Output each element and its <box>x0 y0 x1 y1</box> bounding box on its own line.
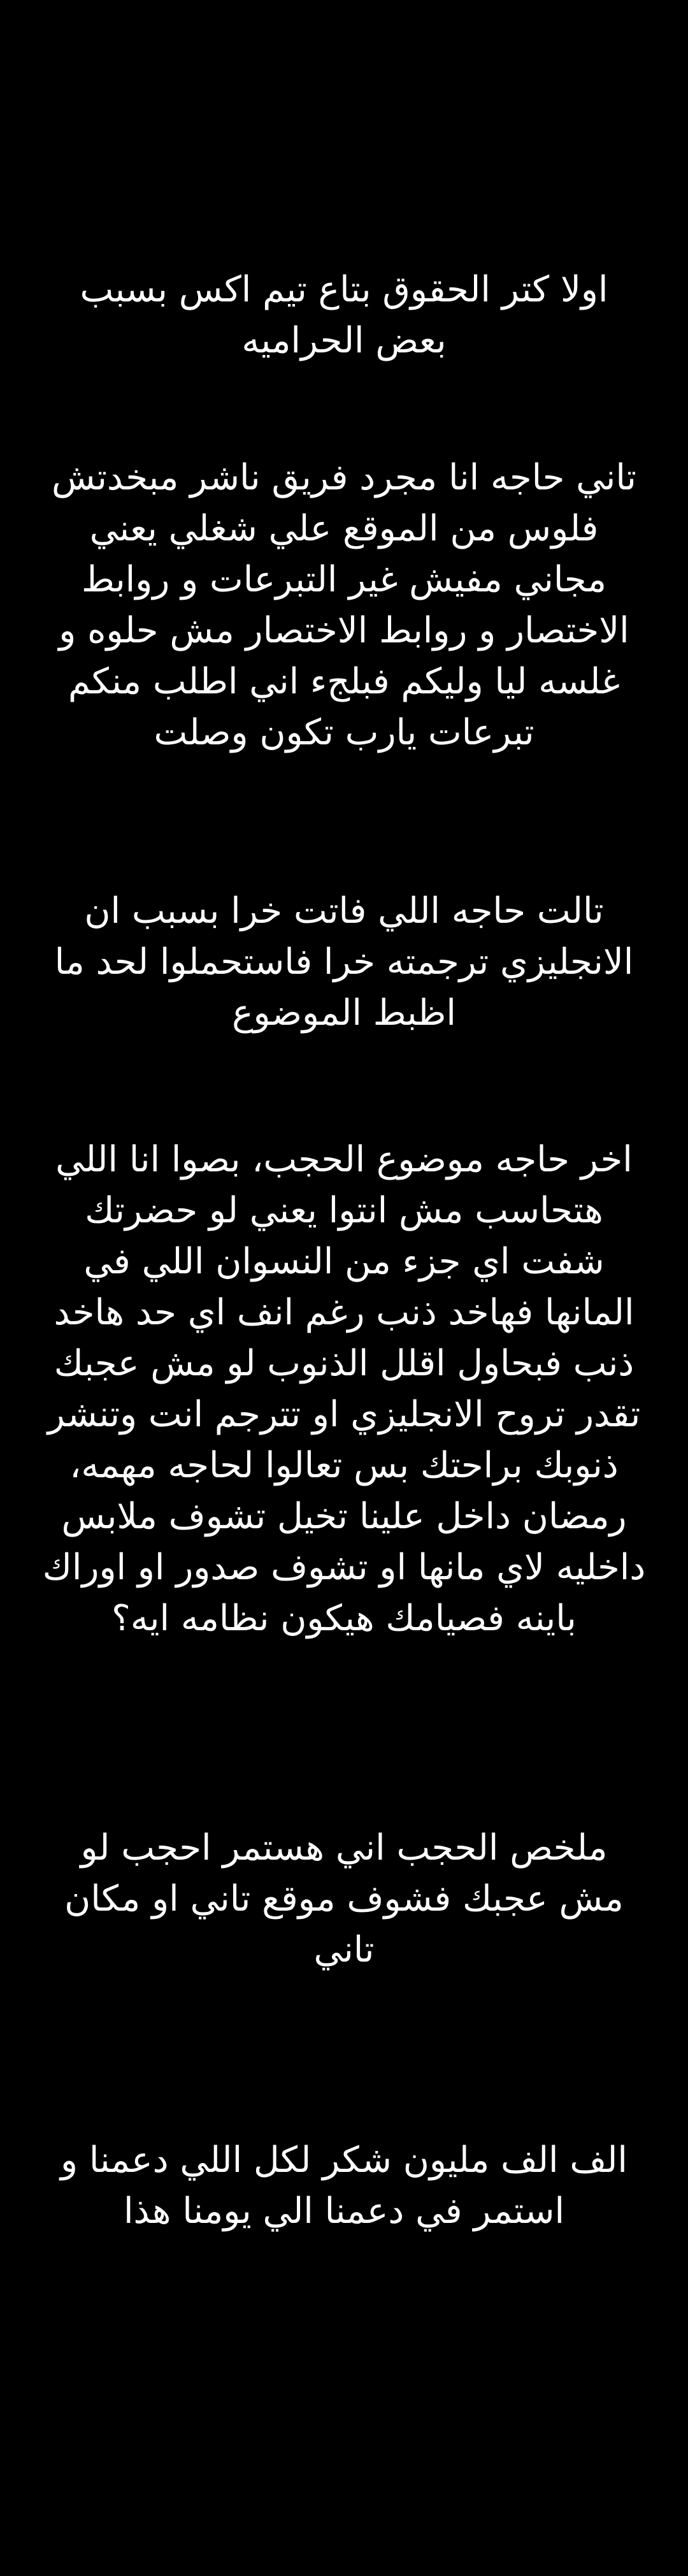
paragraph-thanks <box>25 2135 663 2237</box>
text-line: غلسه ليا وليكم فبلجء اني اطلب منكم <box>68 661 620 702</box>
text-line: الف الف مليون شكر لكل اللي دعمنا و <box>61 2139 627 2181</box>
text-line: مش عجبك فشوف موقع تاني او مكان <box>64 1878 624 1920</box>
text-line: بعض الحراميه <box>241 320 447 361</box>
text-line: فلوس من الموقع علي شغلي يعني <box>89 508 599 549</box>
text-line: تبرعات يارب تكون وصلت <box>154 712 534 753</box>
text-line: الانجليزي ترجمته خرا فاستحملوا لحد ما <box>54 941 634 983</box>
paragraph-donations-notice <box>25 452 663 758</box>
paragraph-rights-notice <box>25 264 663 366</box>
text-line: ملخص الحجب اني هستمر احجب لو <box>80 1827 608 1869</box>
text-line: تاني <box>313 1929 375 1971</box>
text-line: استمر في دعمنا الي يومنا هذا <box>123 2190 565 2232</box>
text-line: اظبط الموضوع <box>232 992 456 1034</box>
paragraph-translation-notice <box>25 886 663 1039</box>
text-line: ذنوبك براحتك بس تعالوا لحاجه مهمه، <box>69 1445 619 1486</box>
text-line: رمضان داخل علينا تخيل تشوف ملابس <box>61 1496 627 1537</box>
text-line: المانها فهاخد ذنب رغم انف اي حد هاخد <box>54 1292 634 1333</box>
text-line: ذنب فبحاول اقلل الذنوب لو مش عجبك <box>54 1343 634 1384</box>
text-line: شفت اي جزء من النسوان اللي في <box>83 1241 605 1282</box>
text-line: باينه فصيامك هيكون نظامه ايه؟ <box>111 1598 577 1639</box>
text-line: هتحاسب مش انتوا يعني لو حضرتك <box>85 1190 603 1231</box>
text-line: اخر حاجه موضوع الحجب، بصوا انا اللي <box>55 1139 633 1180</box>
paragraph-censorship-notice <box>25 1134 663 1644</box>
text-line: تقدر تروح الانجليزي او تترجم انت وتنشر <box>47 1394 641 1435</box>
text-line: تاني حاجه انا مجرد فريق ناشر مبخدتش <box>51 457 637 498</box>
text-line: الاختصار و روابط الاختصار مش حلوه و <box>59 610 629 651</box>
text-line: داخليه لاي مانها او تشوف صدور او اوراك <box>42 1547 646 1588</box>
text-line: مجاني مفيش غير التبرعات و روابط <box>81 559 607 600</box>
text-line: تالت حاجه اللي فاتت خرا بسبب ان <box>84 890 604 932</box>
text-line: اولا كتر الحقوق بتاع تيم اكس بسبب <box>80 269 608 310</box>
paragraph-censorship-summary <box>25 1823 663 1976</box>
